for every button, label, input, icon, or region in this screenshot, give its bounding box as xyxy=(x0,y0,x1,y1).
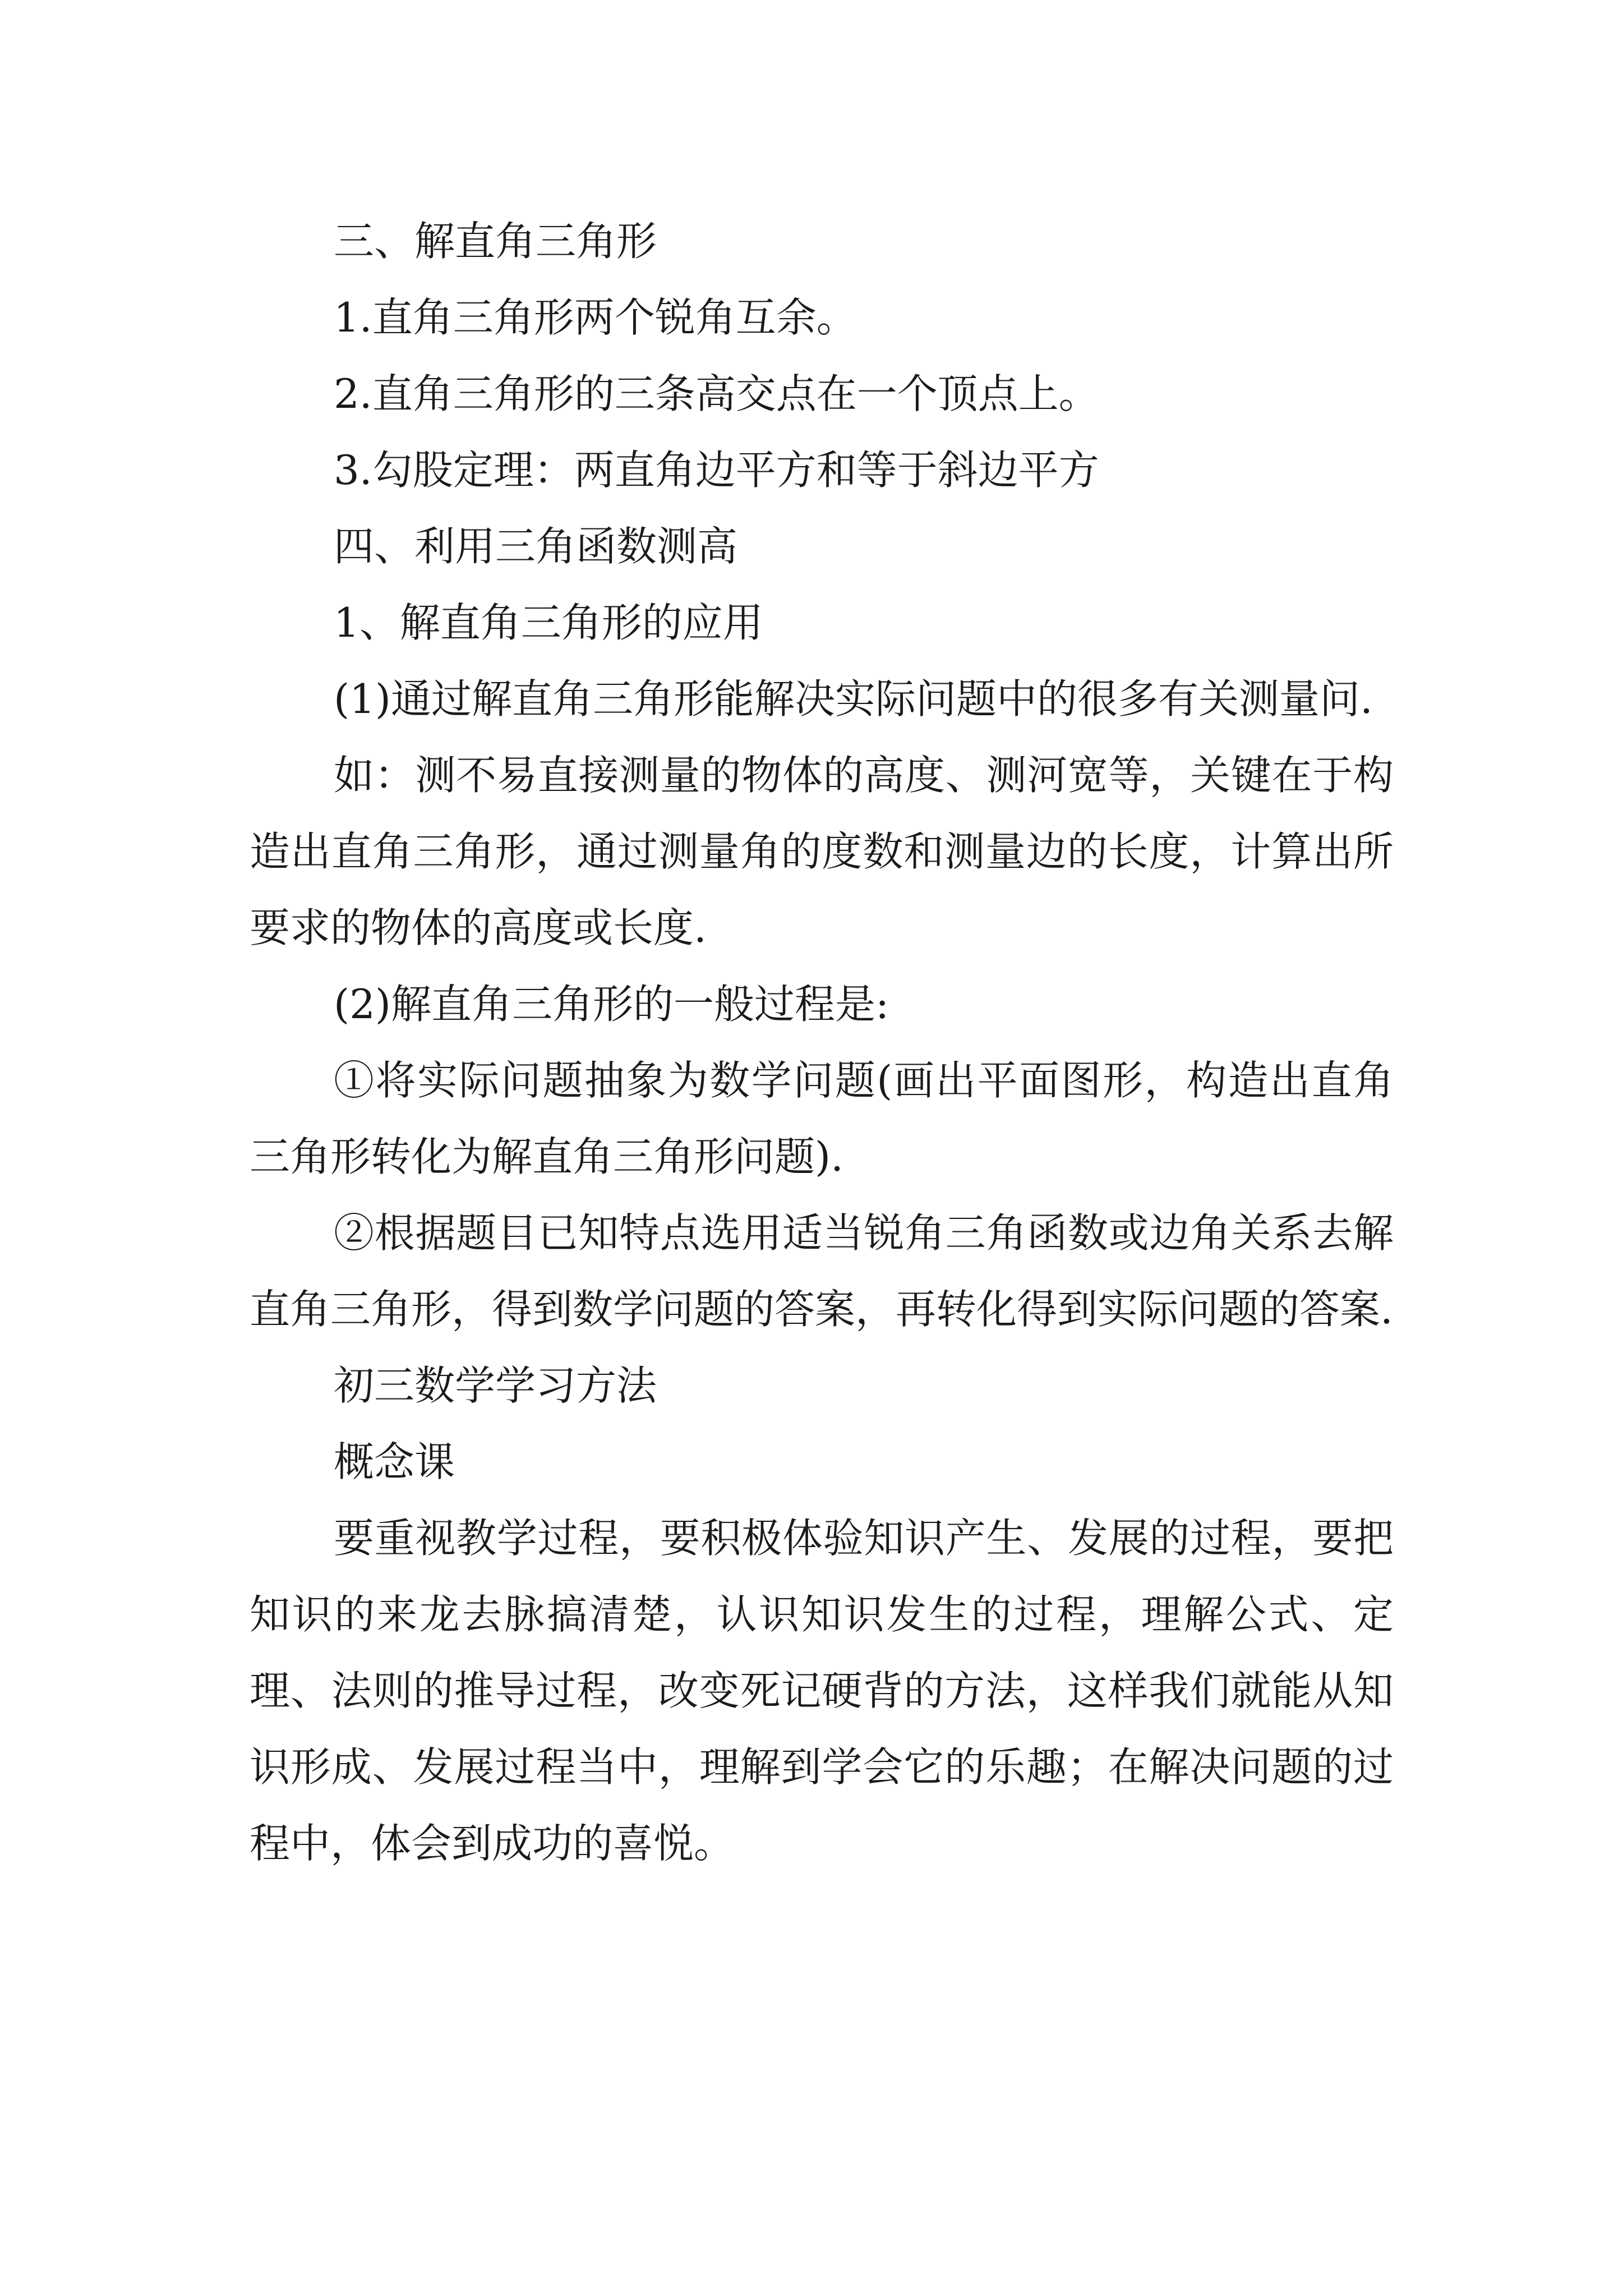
section-heading-solve-right-triangle: 三、解直角三角形 xyxy=(334,218,657,265)
point-pythagorean-theorem: 3.勾股定理：两直角边平方和等于斜边平方 xyxy=(334,447,1099,494)
subheading-concept-class: 概念课 xyxy=(334,1438,455,1485)
paragraph-example: 如：测不易直接测量的物体的高度、测河宽等，关键在于构造出直角三角形，通过测量角的度数和测量边的长度，计算出所要求的物体的高度或长度. xyxy=(250,752,1394,951)
paragraph-application-1: (1)通过解直角三角形能解决实际问题中的很多有关测量问. xyxy=(334,675,1373,723)
document-body xyxy=(250,203,1394,1881)
point-altitudes: 2.直角三角形的三条高交点在一个顶点上。 xyxy=(334,370,1099,417)
paragraph-step-2: ②根据题目已知特点选用适当锐角三角函数或边角关系去解直角三角形，得到数学问题的答案，再转化得到实际问题的答案. xyxy=(250,1209,1394,1333)
point-acute-angles: 1.直角三角形两个锐角互余。 xyxy=(334,294,857,341)
section-heading-study-methods: 初三数学学习方法 xyxy=(334,1362,657,1409)
paragraph-step-1: ①将实际问题抽象为数学问题(画出平面图形，构造出直角三角形转化为解直角三角形问题). xyxy=(250,1057,1394,1180)
paragraph-concept-class: 要重视教学过程，要积极体验知识产生、发展的过程，要把知识的来龙去脉搞清楚，认识知识发生的过程，理解公式、定理、法则的推导过程，改变死记硬背的方法，这样我们就能从知识形成、发展过程当中，理解到学会它的乐趣；在解决问题的过程中，体会到成功的喜悦。 xyxy=(250,1515,1394,1867)
subheading-applications: 1、解直角三角形的应用 xyxy=(334,599,763,646)
paragraph-general-process: (2)解直角三角形的一般过程是: xyxy=(334,981,889,1028)
section-heading-measure-height: 四、利用三角函数测高 xyxy=(334,523,738,570)
